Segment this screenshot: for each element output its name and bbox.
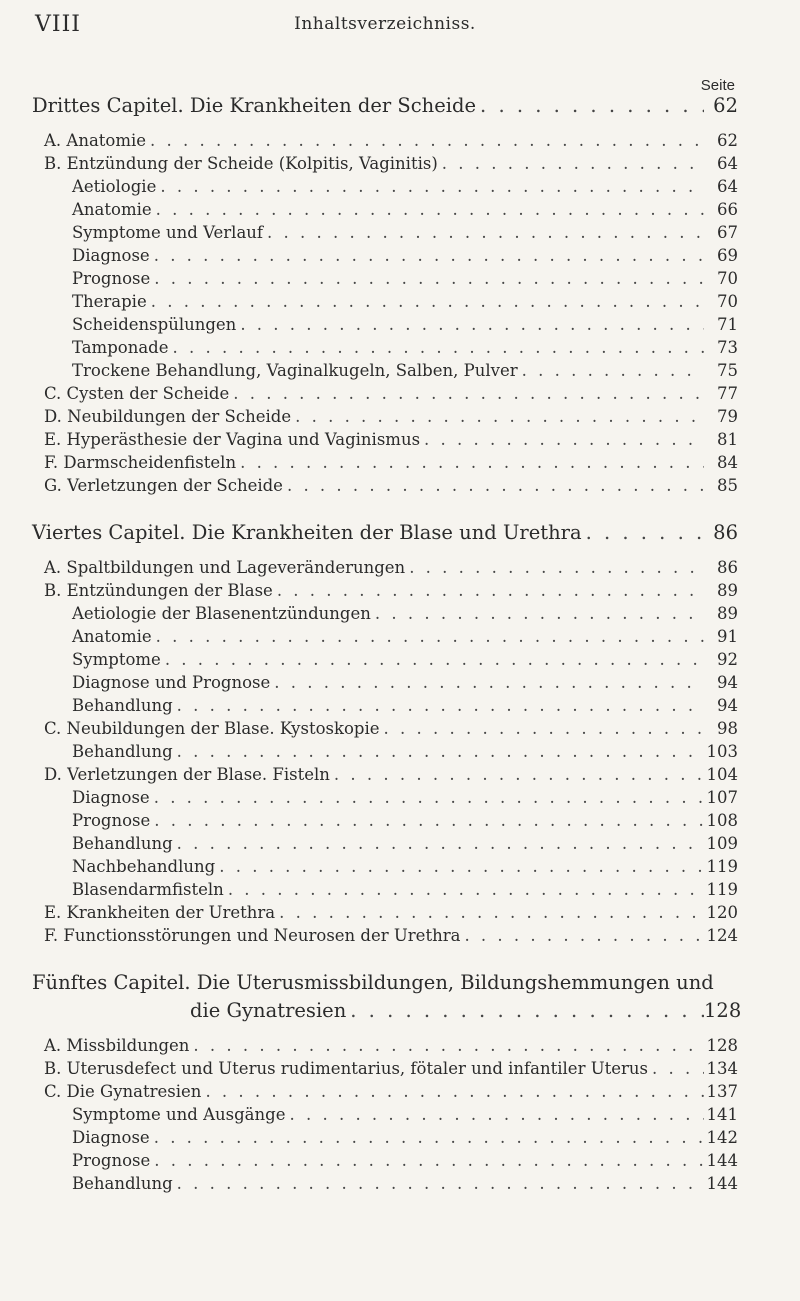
dot-leader [173,696,704,715]
toc-entry-page: 108 [706,811,738,830]
toc-entry-label: Therapie [72,292,147,311]
dot-leader [173,1174,704,1193]
toc-entry-page: 75 [717,361,738,380]
dot-leader [648,1059,704,1078]
toc-entry [32,604,738,627]
toc-entry-label: E. Hyperästhesie der Vagina und Vaginismus [44,430,421,449]
chapter-title: Drittes Capitel. Die Krankheiten der Scheide [32,94,477,117]
chapter-title: Fünftes Capitel. Die Uterusmissbildungen, Bildungshemmungen und [32,971,714,994]
toc-entry-label: Anatomie [72,200,152,219]
toc-entry-label: Diagnose und Prognose [72,673,271,692]
toc-entry-page: 137 [706,1082,738,1101]
toc-entry-page: 71 [717,315,738,334]
dot-leader [460,926,704,945]
dot-leader [263,223,704,242]
toc-entry [32,1174,738,1197]
toc-entry [32,696,738,719]
toc-entry-label: Diagnose [72,1128,150,1147]
toc-entry-page: 103 [706,742,738,761]
chapter-entries [32,1036,738,1197]
toc-entry-page: 64 [717,177,738,196]
dot-leader [270,673,704,692]
dot-leader [346,999,704,1022]
chapter-title: Viertes Capitel. Die Krankheiten der Blase und Urethra [32,521,582,544]
dot-leader [150,1128,704,1147]
dot-leader [438,154,704,173]
toc-entry-label: C. Neubildungen der Blase. Kystoskopie [44,719,380,738]
toc-entry [32,246,738,269]
toc-entry-page: 94 [717,673,738,692]
dot-leader [152,627,704,646]
toc-entry-label: E. Krankheiten der Urethra [44,903,276,922]
toc-entry [32,200,738,223]
toc-entry-label: A. Anatomie [44,131,147,150]
toc-entry-label: Behandlung [72,742,173,761]
chapter-entries [32,558,738,949]
toc-entry-label: B. Entzündungen der Blase [44,581,273,600]
chapter-title-line [32,971,738,999]
toc-entry [32,1128,738,1151]
chapter-page: 128 [704,999,742,1022]
toc-entry-label: C. Cysten der Scheide [44,384,230,403]
dot-leader [330,765,704,784]
toc-entry-page: 89 [717,604,738,623]
toc-entry [32,627,738,650]
toc-entry [32,857,738,880]
toc-entry [32,292,738,315]
dot-leader [215,857,704,876]
dot-leader [236,315,704,334]
toc-entry-label: Aetiologie der Blasenentzündungen [72,604,371,623]
toc-entry-page: 91 [717,627,738,646]
toc-entry [32,223,738,246]
toc-entry-page: 70 [717,269,738,288]
dot-leader [156,177,704,196]
toc-entry [32,903,738,926]
dot-leader [518,361,704,380]
toc-entry-page: 144 [706,1174,738,1193]
toc-entry-page: 66 [717,200,738,219]
toc-entry-label: F. Functionsstörungen und Neurosen der Urethra [44,926,461,945]
chapter-heading [32,521,738,548]
running-title: Inhaltsverzeichniss. [294,14,476,34]
toc-entry-page: 119 [706,857,738,876]
toc-entry-page: 79 [717,407,738,426]
toc-entry [32,581,738,604]
chapter-title-continued: die Gynatresien [190,999,347,1022]
page-header [35,12,735,42]
toc-entry-label: Symptome und Verlauf [72,223,264,242]
dot-leader [150,811,704,830]
toc-entry [32,407,738,430]
toc-entry-page: 84 [717,453,738,472]
toc-entry-label: Aetiologie [72,177,157,196]
toc-entry-label: G. Verletzungen der Scheide [44,476,283,495]
dot-leader [161,650,704,669]
toc-entry-label: B. Uterusdefect und Uterus rudimentarius, fötaler und infantiler Uterus [44,1059,648,1078]
chapter-heading [32,971,742,1026]
toc-entry-page: 104 [706,765,738,784]
toc-entry [32,1105,738,1128]
toc-entry-label: Prognose [72,269,151,288]
toc-entry-label: F. Darmscheidenfisteln [44,453,237,472]
toc-entry [32,1082,738,1105]
dot-leader [150,1151,704,1170]
toc-entry [32,430,738,453]
dot-leader [201,1082,704,1101]
dot-leader [146,131,704,150]
toc-entry-label: D. Neubildungen der Scheide [44,407,292,426]
toc-entry-label: Behandlung [72,834,173,853]
dot-leader [224,880,704,899]
dot-leader [283,476,704,495]
dot-leader [169,338,705,357]
toc-entry [32,834,738,857]
toc-entry [32,673,738,696]
toc-entry [32,1059,738,1082]
toc-entry-page: 70 [717,292,738,311]
dot-leader [147,292,704,311]
toc-entry [32,361,738,384]
dot-leader [189,1036,704,1055]
toc-entry-label: A. Spaltbildungen und Lageveränderungen [44,558,406,577]
dot-leader [273,581,704,600]
toc-entry-page: 134 [706,1059,738,1078]
dot-leader [405,558,704,577]
chapter-page: 86 [713,521,738,544]
toc-entry-label: D. Verletzungen der Blase. Fisteln [44,765,330,784]
toc-entry-label: Prognose [72,811,151,830]
chapter-entries [32,131,738,499]
dot-leader [236,453,704,472]
toc-entry-label: B. Entzündung der Scheide (Kolpitis, Vaginitis) [44,154,438,173]
toc-entry-page: 77 [717,384,738,403]
toc-entry [32,384,738,407]
toc-entry [32,154,738,177]
toc-entry-page: 141 [706,1105,738,1124]
dot-leader [285,1105,704,1124]
toc-entry-page: 92 [717,650,738,669]
dot-leader [275,903,704,922]
dot-leader [582,521,704,544]
dot-leader [229,384,704,403]
chapter-page: 62 [713,94,738,117]
toc-entry-label: Behandlung [72,1174,173,1193]
toc-entry-page: 94 [717,696,738,715]
toc-entry-page: 109 [706,834,738,853]
toc-entry-label: C. Die Gynatresien [44,1082,202,1101]
toc-entry-label: Behandlung [72,696,173,715]
toc-entry-page: 144 [706,1151,738,1170]
toc-entry-label: Trockene Behandlung, Vaginalkugeln, Salben, Pulver [72,361,518,380]
toc-entry-page: 73 [717,338,738,357]
dot-leader [291,407,704,426]
toc-entry [32,1151,738,1174]
toc-entry-page: 85 [717,476,738,495]
toc-entry-page: 128 [706,1036,738,1055]
dot-leader [150,788,704,807]
toc-entry [32,177,738,200]
toc-entry-page: 107 [706,788,738,807]
dot-leader [380,719,704,738]
table-of-contents [32,94,742,1197]
toc-entry-page: 81 [717,430,738,449]
dot-leader [173,834,704,853]
toc-entry [32,742,738,765]
toc-entry [32,476,738,499]
chapter-title-line [32,999,742,1026]
toc-entry-page: 67 [717,223,738,242]
dot-leader [476,94,704,117]
toc-entry-page: 62 [717,131,738,150]
toc-entry [32,719,738,742]
toc-entry-label: Tamponade [72,338,169,357]
dot-leader [371,604,704,623]
dot-leader [150,246,704,265]
toc-entry [32,453,738,476]
toc-entry [32,315,738,338]
dot-leader [420,430,704,449]
toc-entry-label: Diagnose [72,788,150,807]
toc-entry-label: Prognose [72,1151,151,1170]
toc-entry-page: 69 [717,246,738,265]
toc-entry-page: 119 [706,880,738,899]
toc-entry-label: Symptome [72,650,161,669]
toc-entry-page: 120 [706,903,738,922]
chapter-heading [32,94,738,121]
dot-leader [152,200,704,219]
toc-entry-page: 86 [717,558,738,577]
toc-entry-page: 124 [706,926,738,945]
toc-entry [32,650,738,673]
toc-entry [32,558,738,581]
page-column-label: Seite [700,77,735,94]
toc-entry-label: Blasendarmfisteln [72,880,224,899]
toc-entry [32,811,738,834]
toc-entry [32,1036,738,1059]
dot-leader [173,742,704,761]
toc-entry-label: A. Missbildungen [44,1036,190,1055]
toc-entry-page: 142 [706,1128,738,1147]
page-number: VIII [35,12,81,37]
toc-entry-label: Scheidenspülungen [72,315,237,334]
toc-entry-label: Nachbehandlung [72,857,216,876]
toc-entry [32,880,738,903]
toc-entry [32,788,738,811]
toc-entry-page: 64 [717,154,738,173]
toc-entry [32,269,738,292]
toc-entry [32,131,738,154]
toc-entry [32,765,738,788]
toc-entry-page: 89 [717,581,738,600]
toc-entry [32,926,738,949]
toc-entry-label: Anatomie [72,627,152,646]
toc-entry [32,338,738,361]
toc-entry-label: Symptome und Ausgänge [72,1105,286,1124]
dot-leader [150,269,704,288]
toc-entry-label: Diagnose [72,246,150,265]
toc-entry-page: 98 [717,719,738,738]
